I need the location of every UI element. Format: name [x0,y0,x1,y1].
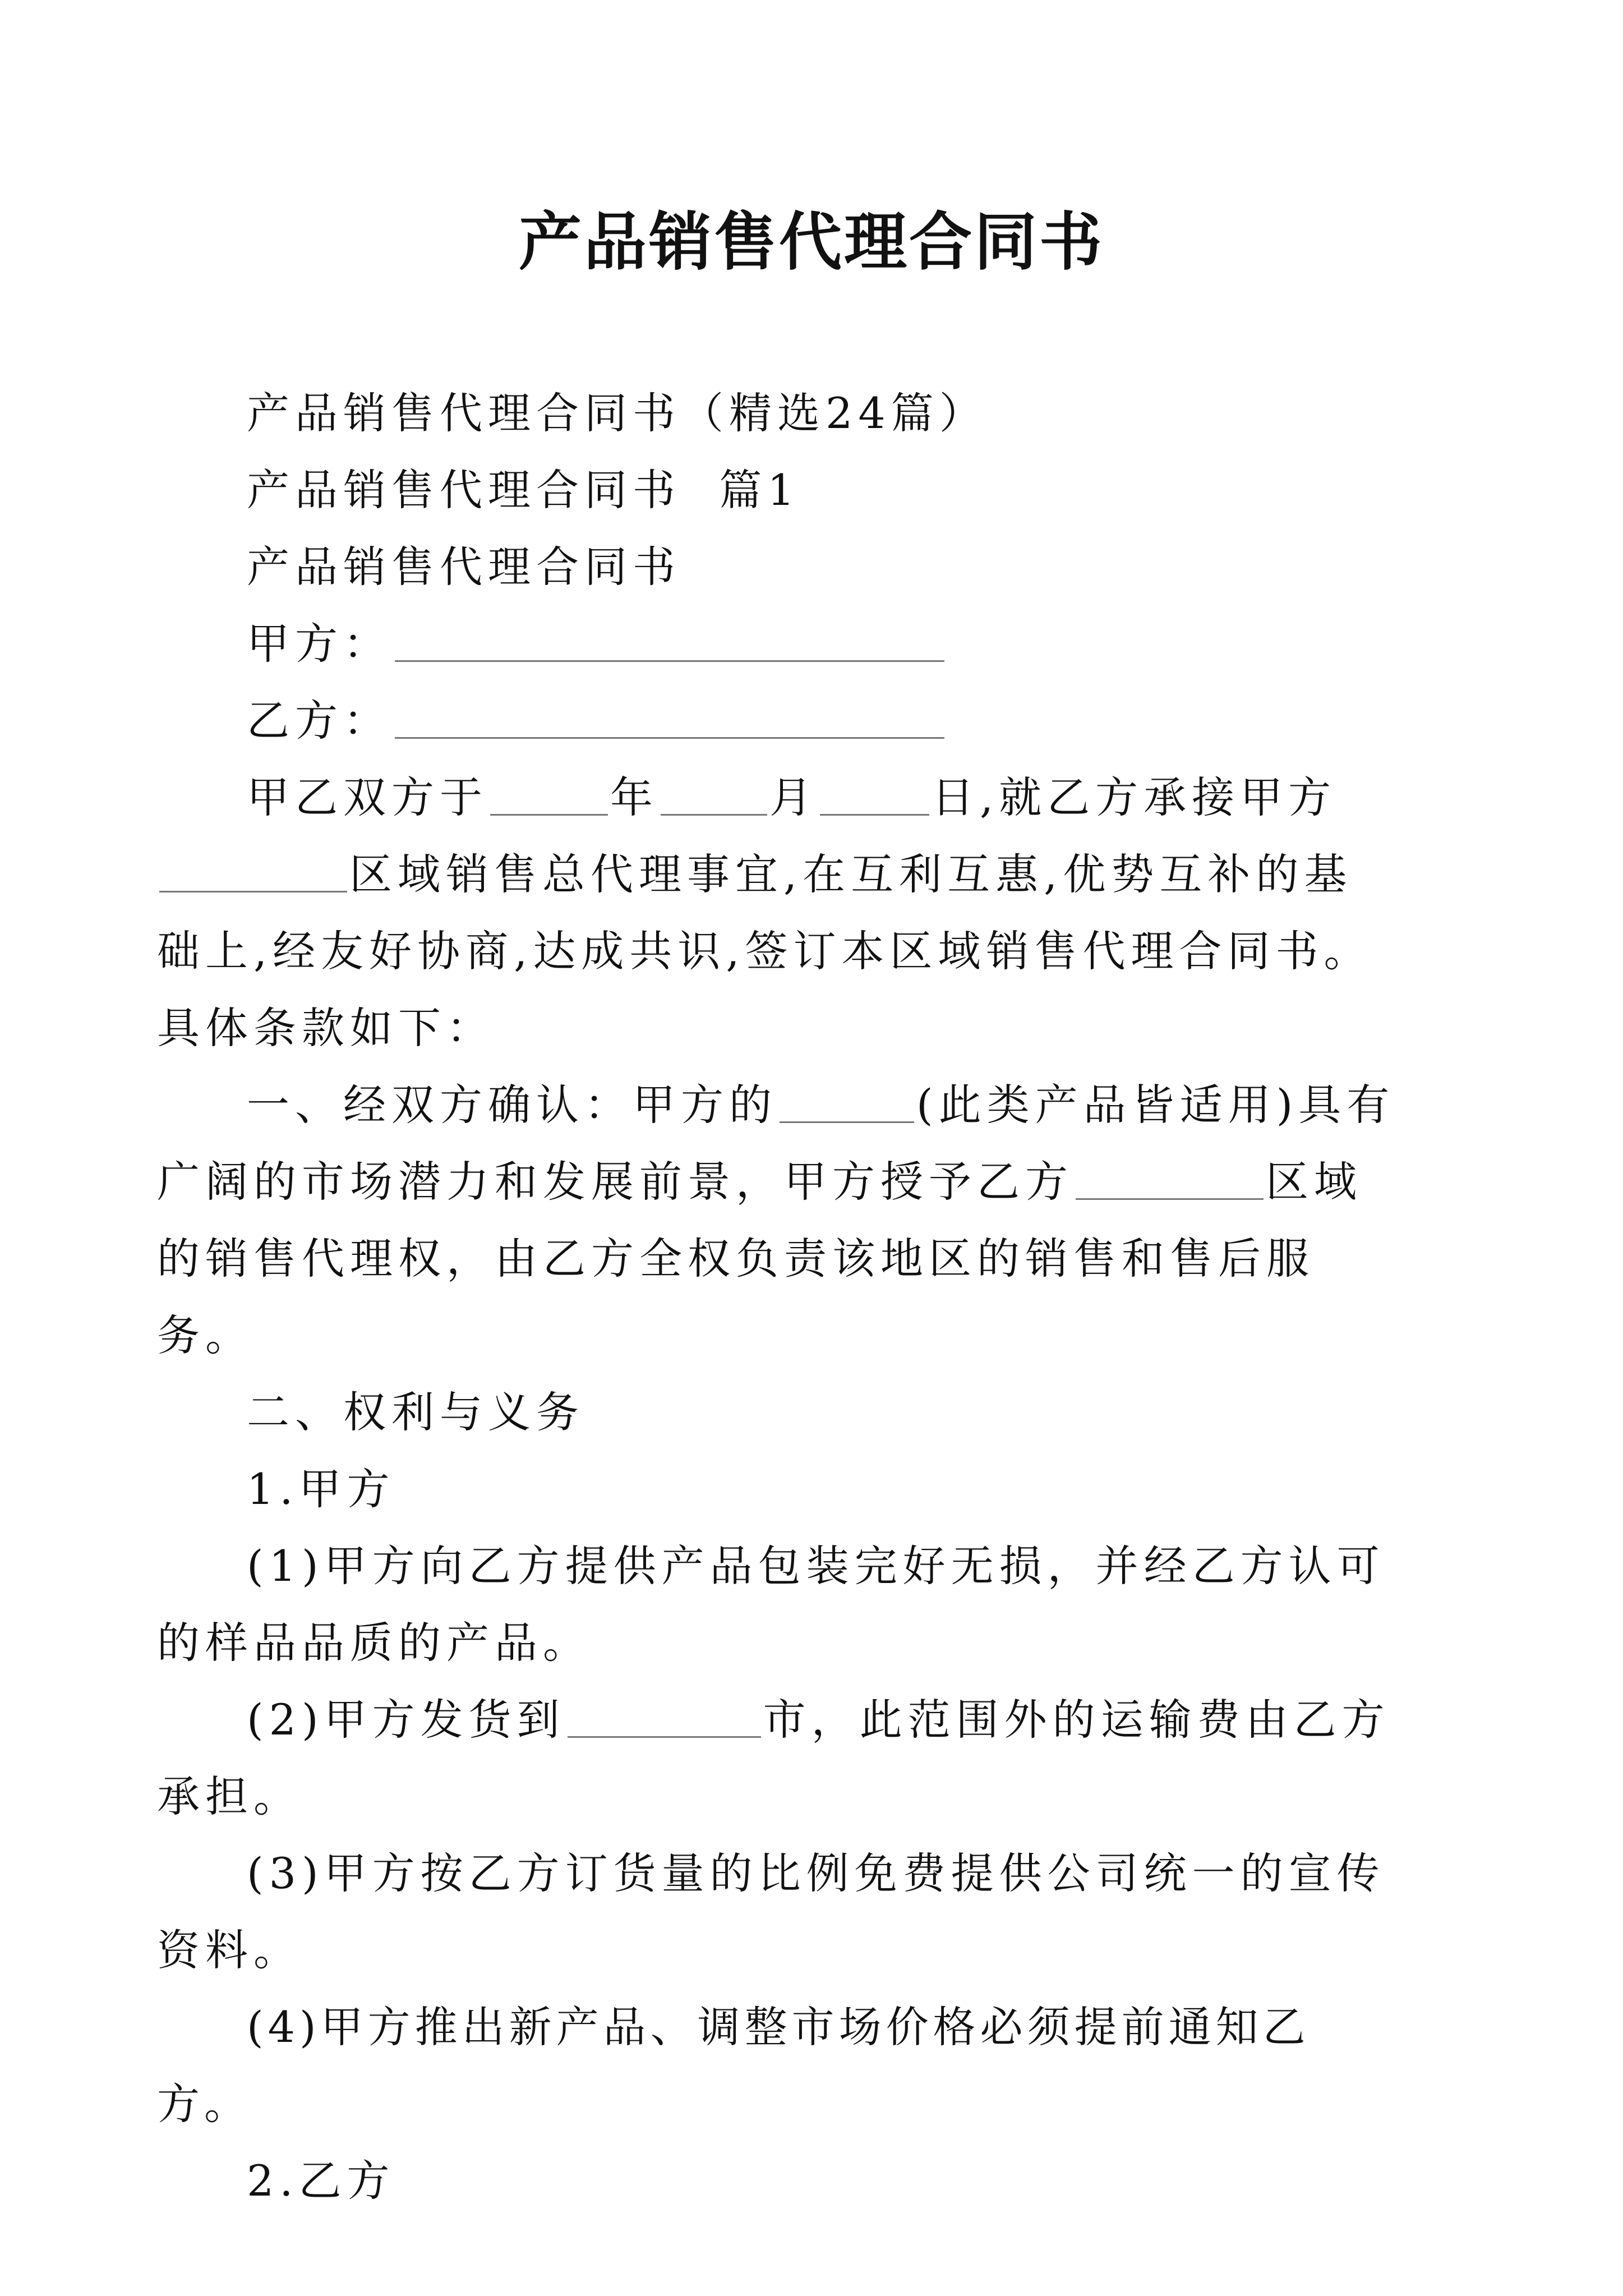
heading-collection: 产品销售代理合同书（精选24篇） [247,388,988,438]
party-a-line [247,605,1396,682]
intro-text-year: 年 [610,772,658,822]
document-body-main [157,759,1396,2219]
item-2-text-1: (2)甲方发货到 [247,1695,565,1745]
region-blank [159,857,347,892]
heading-contract: 产品销售代理合同书 [247,542,681,592]
year-blank [490,780,608,816]
party-b-blank [395,703,944,739]
party-b-label: 乙方： [247,696,391,746]
party-a-label: 甲方： [247,619,391,669]
clause-2-heading: 二、权利与义务 [247,1387,584,1437]
party-a-section-heading: 1.甲方 [247,1464,395,1514]
intro-text-2: 日,就乙方承接甲方 [932,772,1337,822]
intro-text-3: 区域销售总代理事宜,在互利互惠,优势互补的基础上,经友好协商,达成共识,签订本区域销售代理合同书。具体条款如下： [157,849,1372,1053]
clause-1-paragraph [157,1066,1396,1374]
day-blank [820,780,929,816]
heading-part: 产品销售代理合同书 篇1 [247,465,800,515]
party-b-section-heading: 2.乙方 [247,2156,395,2206]
item-2-text-2: 市，此范围外的运输费由乙方承担。 [157,1695,1390,1821]
document-title: 产品销售代理合同书 [519,205,1104,279]
intro-paragraph [157,759,1396,1066]
intro-text-month: 月 [769,772,818,822]
product-blank [780,1088,914,1123]
month-blank [661,780,767,816]
item-4: (4)甲方推出新产品、调整市场价格必须提前通知乙方。 [157,2002,1310,2129]
clause-1-text-3: 区域的销售代理权，由乙方全权负责该地区的销售和售后服务。 [157,1157,1362,1360]
intro-text-1: 甲乙双方于 [247,772,488,822]
city-blank [568,1703,761,1738]
party-a-blank [395,627,944,662]
document-body [247,375,1396,759]
item-2 [157,1681,1396,1835]
item-3: (3)甲方按乙方订货量的比例免费提供公司统一的宣传资料。 [157,1848,1385,1975]
item-1: (1)甲方向乙方提供产品包装完好无损，并经乙方认可的样品品质的产品。 [157,1541,1385,1668]
clause-1-text-1: 一、经双方确认：甲方的 [247,1080,777,1130]
party-b-line [247,682,1396,759]
agency-region-blank [1076,1165,1264,1200]
clause-1-text-2: (此类产品皆适用)具有广阔的市场潜力和发展前景，甲方授予乙方 [157,1080,1395,1207]
